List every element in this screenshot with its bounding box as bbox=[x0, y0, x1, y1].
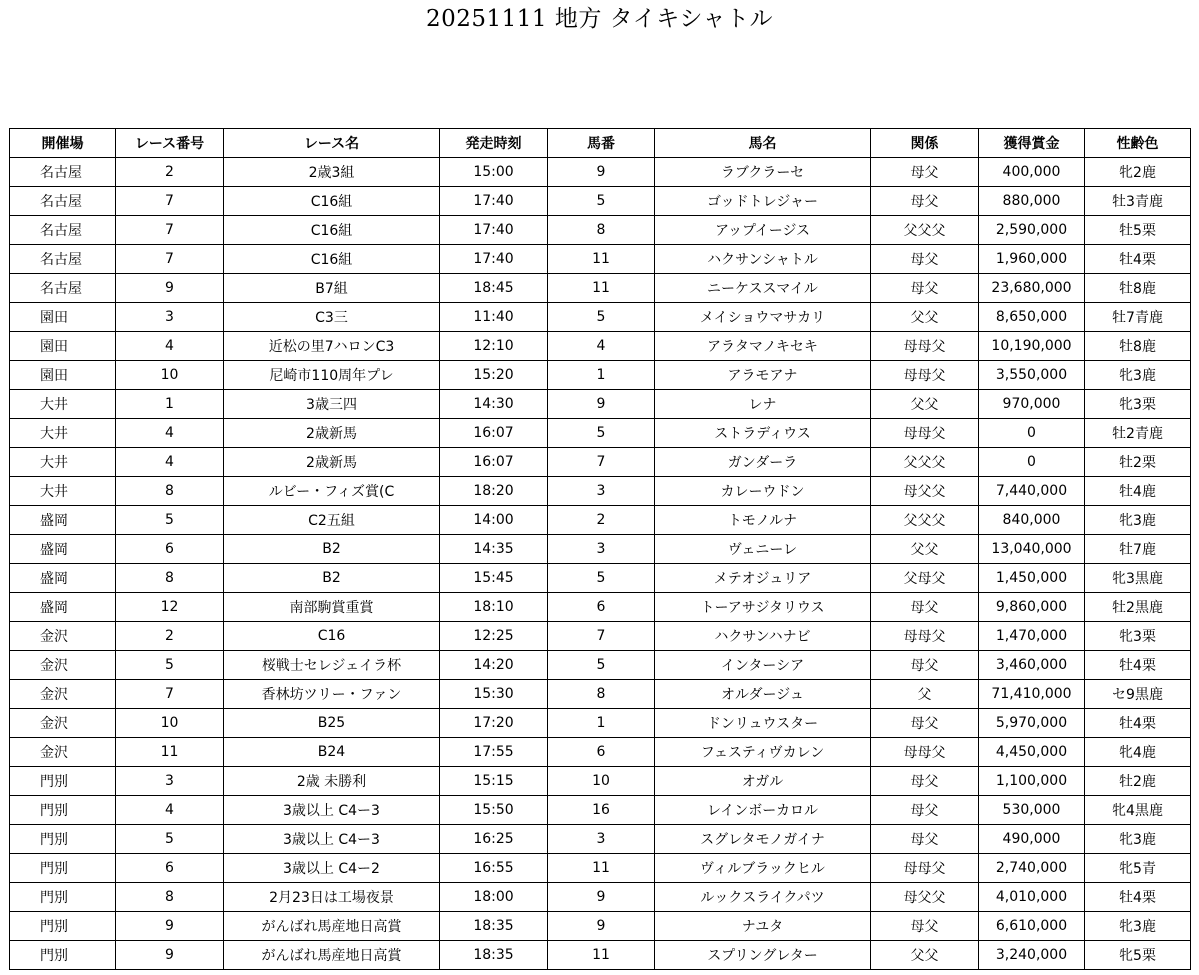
cell-race-number: 5 bbox=[116, 506, 224, 535]
cell-horse-number: 4 bbox=[548, 332, 655, 361]
cell-race-name: 近松の里7ハロンC3 bbox=[224, 332, 440, 361]
cell-horse-number: 6 bbox=[548, 593, 655, 622]
cell-horse-name: トーアサジタリウス bbox=[655, 593, 871, 622]
table-row bbox=[10, 477, 1191, 506]
cell-venue: 門別 bbox=[10, 912, 116, 941]
cell-start-time: 18:10 bbox=[440, 593, 548, 622]
cell-sex-age-color: 牡3青鹿 bbox=[1085, 187, 1191, 216]
cell-start-time: 14:30 bbox=[440, 390, 548, 419]
cell-start-time: 14:20 bbox=[440, 651, 548, 680]
cell-relation: 母母父 bbox=[871, 738, 979, 767]
cell-venue: 名古屋 bbox=[10, 274, 116, 303]
cell-venue: 門別 bbox=[10, 854, 116, 883]
cell-venue: 門別 bbox=[10, 883, 116, 912]
cell-start-time: 17:40 bbox=[440, 245, 548, 274]
cell-relation: 父母父 bbox=[871, 564, 979, 593]
table-row bbox=[10, 448, 1191, 477]
page-title: 20251111 地方 タイキシャトル bbox=[425, 6, 774, 32]
cell-race-number: 12 bbox=[116, 593, 224, 622]
cell-relation: 父父父 bbox=[871, 506, 979, 535]
cell-relation: 母父 bbox=[871, 593, 979, 622]
cell-race-name: C3三 bbox=[224, 303, 440, 332]
cell-relation: 母父 bbox=[871, 187, 979, 216]
cell-horse-number: 5 bbox=[548, 419, 655, 448]
cell-sex-age-color: 牝4黒鹿 bbox=[1085, 796, 1191, 825]
table-row bbox=[10, 245, 1191, 274]
cell-horse-number: 5 bbox=[548, 564, 655, 593]
cell-venue: 門別 bbox=[10, 825, 116, 854]
table-row bbox=[10, 332, 1191, 361]
cell-relation: 母母父 bbox=[871, 419, 979, 448]
cell-prize-money: 10,190,000 bbox=[979, 332, 1085, 361]
cell-start-time: 18:45 bbox=[440, 274, 548, 303]
header-race-number: レース番号 bbox=[116, 129, 224, 158]
cell-relation: 母母父 bbox=[871, 854, 979, 883]
cell-prize-money: 880,000 bbox=[979, 187, 1085, 216]
cell-horse-number: 8 bbox=[548, 216, 655, 245]
cell-sex-age-color: 牡8鹿 bbox=[1085, 274, 1191, 303]
cell-sex-age-color: 牡8鹿 bbox=[1085, 332, 1191, 361]
cell-relation: 母父 bbox=[871, 158, 979, 187]
cell-sex-age-color: 牡7鹿 bbox=[1085, 535, 1191, 564]
cell-horse-name: フェスティヴカレン bbox=[655, 738, 871, 767]
cell-sex-age-color: セ9黒鹿 bbox=[1085, 680, 1191, 709]
table-row bbox=[10, 854, 1191, 883]
table-row bbox=[10, 158, 1191, 187]
table-row bbox=[10, 419, 1191, 448]
cell-sex-age-color: 牝4鹿 bbox=[1085, 738, 1191, 767]
header-horse-name: 馬名 bbox=[655, 129, 871, 158]
cell-prize-money: 13,040,000 bbox=[979, 535, 1085, 564]
cell-horse-number: 11 bbox=[548, 245, 655, 274]
cell-race-name: ルビー・フィズ賞(C bbox=[224, 477, 440, 506]
cell-horse-name: ラブクラーセ bbox=[655, 158, 871, 187]
cell-sex-age-color: 牝3鹿 bbox=[1085, 506, 1191, 535]
cell-sex-age-color: 牝3鹿 bbox=[1085, 912, 1191, 941]
cell-race-number: 9 bbox=[116, 274, 224, 303]
cell-prize-money: 2,740,000 bbox=[979, 854, 1085, 883]
cell-relation: 母父 bbox=[871, 651, 979, 680]
cell-relation: 父父 bbox=[871, 941, 979, 970]
cell-race-number: 11 bbox=[116, 738, 224, 767]
cell-horse-name: ハクサンシャトル bbox=[655, 245, 871, 274]
cell-horse-name: オガル bbox=[655, 767, 871, 796]
cell-horse-name: ガンダーラ bbox=[655, 448, 871, 477]
table-row bbox=[10, 767, 1191, 796]
table-header-row bbox=[10, 129, 1191, 158]
cell-sex-age-color: 牝3鹿 bbox=[1085, 361, 1191, 390]
table-row bbox=[10, 216, 1191, 245]
cell-horse-name: ドンリュウスター bbox=[655, 709, 871, 738]
cell-relation: 父父 bbox=[871, 390, 979, 419]
cell-horse-name: インターシア bbox=[655, 651, 871, 680]
cell-race-name: B2 bbox=[224, 535, 440, 564]
cell-race-number: 7 bbox=[116, 216, 224, 245]
cell-horse-name: ゴッドトレジャー bbox=[655, 187, 871, 216]
header-sex-age-color: 性齢色 bbox=[1085, 129, 1191, 158]
cell-relation: 母母父 bbox=[871, 332, 979, 361]
cell-prize-money: 400,000 bbox=[979, 158, 1085, 187]
cell-horse-name: アラモアナ bbox=[655, 361, 871, 390]
cell-race-number: 4 bbox=[116, 448, 224, 477]
cell-venue: 盛岡 bbox=[10, 593, 116, 622]
cell-horse-number: 5 bbox=[548, 187, 655, 216]
cell-start-time: 15:45 bbox=[440, 564, 548, 593]
table-row bbox=[10, 187, 1191, 216]
cell-horse-name: カレーウドン bbox=[655, 477, 871, 506]
cell-race-name: C16組 bbox=[224, 187, 440, 216]
cell-race-number: 3 bbox=[116, 767, 224, 796]
cell-horse-number: 6 bbox=[548, 738, 655, 767]
cell-relation: 母父 bbox=[871, 912, 979, 941]
cell-prize-money: 840,000 bbox=[979, 506, 1085, 535]
cell-race-number: 2 bbox=[116, 622, 224, 651]
cell-race-number: 6 bbox=[116, 535, 224, 564]
cell-race-name: B25 bbox=[224, 709, 440, 738]
cell-race-number: 7 bbox=[116, 245, 224, 274]
cell-start-time: 16:07 bbox=[440, 419, 548, 448]
cell-race-name: 桜戦士セレジェイラ杯 bbox=[224, 651, 440, 680]
cell-prize-money: 71,410,000 bbox=[979, 680, 1085, 709]
cell-prize-money: 0 bbox=[979, 419, 1085, 448]
cell-race-name: がんばれ馬産地日高賞 bbox=[224, 941, 440, 970]
cell-start-time: 16:55 bbox=[440, 854, 548, 883]
cell-horse-number: 3 bbox=[548, 477, 655, 506]
cell-sex-age-color: 牡4栗 bbox=[1085, 651, 1191, 680]
cell-start-time: 16:07 bbox=[440, 448, 548, 477]
table-row bbox=[10, 535, 1191, 564]
cell-race-name: 2歳新馬 bbox=[224, 448, 440, 477]
cell-horse-number: 11 bbox=[548, 274, 655, 303]
cell-start-time: 17:40 bbox=[440, 187, 548, 216]
cell-race-number: 8 bbox=[116, 564, 224, 593]
cell-venue: 園田 bbox=[10, 303, 116, 332]
cell-horse-number: 5 bbox=[548, 651, 655, 680]
entries-table bbox=[9, 128, 1191, 970]
cell-race-name: 香林坊ツリー・ファン bbox=[224, 680, 440, 709]
table-row bbox=[10, 651, 1191, 680]
cell-prize-money: 3,550,000 bbox=[979, 361, 1085, 390]
cell-sex-age-color: 牝3鹿 bbox=[1085, 825, 1191, 854]
table-row bbox=[10, 738, 1191, 767]
cell-sex-age-color: 牝3黒鹿 bbox=[1085, 564, 1191, 593]
table-row bbox=[10, 883, 1191, 912]
cell-horse-number: 9 bbox=[548, 883, 655, 912]
cell-race-number: 4 bbox=[116, 796, 224, 825]
cell-race-number: 7 bbox=[116, 187, 224, 216]
cell-race-name: 2歳 未勝利 bbox=[224, 767, 440, 796]
cell-horse-name: ヴィルブラックヒル bbox=[655, 854, 871, 883]
cell-horse-name: ニーケススマイル bbox=[655, 274, 871, 303]
cell-prize-money: 2,590,000 bbox=[979, 216, 1085, 245]
cell-relation: 父父 bbox=[871, 535, 979, 564]
cell-horse-number: 1 bbox=[548, 709, 655, 738]
cell-start-time: 16:25 bbox=[440, 825, 548, 854]
cell-start-time: 18:00 bbox=[440, 883, 548, 912]
cell-relation: 母母父 bbox=[871, 361, 979, 390]
cell-start-time: 12:10 bbox=[440, 332, 548, 361]
cell-venue: 金沢 bbox=[10, 738, 116, 767]
cell-start-time: 15:30 bbox=[440, 680, 548, 709]
cell-horse-name: アップイージス bbox=[655, 216, 871, 245]
cell-horse-number: 9 bbox=[548, 390, 655, 419]
cell-prize-money: 1,450,000 bbox=[979, 564, 1085, 593]
cell-horse-name: スグレタモノガイナ bbox=[655, 825, 871, 854]
table-row bbox=[10, 593, 1191, 622]
cell-sex-age-color: 牡2青鹿 bbox=[1085, 419, 1191, 448]
table-row bbox=[10, 680, 1191, 709]
cell-relation: 母父父 bbox=[871, 883, 979, 912]
table-row bbox=[10, 274, 1191, 303]
cell-race-name: B2 bbox=[224, 564, 440, 593]
cell-venue: 大井 bbox=[10, 390, 116, 419]
header-start-time: 発走時刻 bbox=[440, 129, 548, 158]
cell-venue: 盛岡 bbox=[10, 564, 116, 593]
cell-prize-money: 8,650,000 bbox=[979, 303, 1085, 332]
cell-venue: 盛岡 bbox=[10, 506, 116, 535]
cell-horse-number: 16 bbox=[548, 796, 655, 825]
cell-race-number: 8 bbox=[116, 477, 224, 506]
header-prize-money: 獲得賞金 bbox=[979, 129, 1085, 158]
cell-start-time: 15:50 bbox=[440, 796, 548, 825]
table-row bbox=[10, 303, 1191, 332]
cell-horse-number: 3 bbox=[548, 535, 655, 564]
cell-sex-age-color: 牡4鹿 bbox=[1085, 477, 1191, 506]
cell-sex-age-color: 牝5青 bbox=[1085, 854, 1191, 883]
cell-prize-money: 970,000 bbox=[979, 390, 1085, 419]
cell-sex-age-color: 牡4栗 bbox=[1085, 883, 1191, 912]
cell-race-number: 9 bbox=[116, 912, 224, 941]
cell-race-number: 2 bbox=[116, 158, 224, 187]
cell-venue: 園田 bbox=[10, 361, 116, 390]
table-body bbox=[10, 158, 1191, 970]
cell-horse-number: 9 bbox=[548, 158, 655, 187]
table-row bbox=[10, 912, 1191, 941]
cell-relation: 母父 bbox=[871, 796, 979, 825]
cell-prize-money: 5,970,000 bbox=[979, 709, 1085, 738]
cell-prize-money: 1,470,000 bbox=[979, 622, 1085, 651]
cell-race-number: 5 bbox=[116, 825, 224, 854]
cell-horse-name: オルダージュ bbox=[655, 680, 871, 709]
cell-venue: 大井 bbox=[10, 477, 116, 506]
cell-sex-age-color: 牝5栗 bbox=[1085, 941, 1191, 970]
cell-venue: 名古屋 bbox=[10, 216, 116, 245]
table-row bbox=[10, 709, 1191, 738]
cell-horse-number: 5 bbox=[548, 303, 655, 332]
cell-relation: 父父父 bbox=[871, 448, 979, 477]
cell-prize-money: 1,960,000 bbox=[979, 245, 1085, 274]
cell-sex-age-color: 牝2鹿 bbox=[1085, 158, 1191, 187]
cell-race-number: 10 bbox=[116, 361, 224, 390]
table-row bbox=[10, 361, 1191, 390]
cell-horse-number: 1 bbox=[548, 361, 655, 390]
cell-start-time: 14:00 bbox=[440, 506, 548, 535]
cell-prize-money: 4,010,000 bbox=[979, 883, 1085, 912]
header-horse-number: 馬番 bbox=[548, 129, 655, 158]
cell-horse-number: 10 bbox=[548, 767, 655, 796]
cell-prize-money: 3,240,000 bbox=[979, 941, 1085, 970]
cell-start-time: 11:40 bbox=[440, 303, 548, 332]
cell-start-time: 15:00 bbox=[440, 158, 548, 187]
cell-relation: 母父父 bbox=[871, 477, 979, 506]
cell-start-time: 17:40 bbox=[440, 216, 548, 245]
table-row bbox=[10, 390, 1191, 419]
cell-prize-money: 530,000 bbox=[979, 796, 1085, 825]
cell-sex-age-color: 牡7青鹿 bbox=[1085, 303, 1191, 332]
cell-prize-money: 3,460,000 bbox=[979, 651, 1085, 680]
cell-relation: 父父 bbox=[871, 303, 979, 332]
cell-start-time: 18:35 bbox=[440, 912, 548, 941]
cell-race-name: C2五組 bbox=[224, 506, 440, 535]
cell-sex-age-color: 牡5栗 bbox=[1085, 216, 1191, 245]
cell-prize-money: 9,860,000 bbox=[979, 593, 1085, 622]
cell-sex-age-color: 牝3栗 bbox=[1085, 622, 1191, 651]
cell-race-number: 10 bbox=[116, 709, 224, 738]
cell-race-name: 南部駒賞重賞 bbox=[224, 593, 440, 622]
cell-start-time: 15:20 bbox=[440, 361, 548, 390]
cell-horse-name: ストラディウス bbox=[655, 419, 871, 448]
cell-horse-name: メイショウマサカリ bbox=[655, 303, 871, 332]
cell-prize-money: 7,440,000 bbox=[979, 477, 1085, 506]
cell-race-number: 1 bbox=[116, 390, 224, 419]
cell-race-name: 2月23日は工場夜景 bbox=[224, 883, 440, 912]
table-row bbox=[10, 825, 1191, 854]
cell-relation: 母父 bbox=[871, 245, 979, 274]
cell-horse-name: アラタマノキセキ bbox=[655, 332, 871, 361]
cell-prize-money: 6,610,000 bbox=[979, 912, 1085, 941]
cell-start-time: 17:55 bbox=[440, 738, 548, 767]
cell-start-time: 15:15 bbox=[440, 767, 548, 796]
cell-venue: 門別 bbox=[10, 941, 116, 970]
cell-race-name: 3歳三四 bbox=[224, 390, 440, 419]
cell-prize-money: 1,100,000 bbox=[979, 767, 1085, 796]
cell-venue: 金沢 bbox=[10, 622, 116, 651]
cell-sex-age-color: 牡2黒鹿 bbox=[1085, 593, 1191, 622]
cell-venue: 金沢 bbox=[10, 709, 116, 738]
cell-race-name: C16組 bbox=[224, 245, 440, 274]
cell-relation: 母父 bbox=[871, 274, 979, 303]
cell-race-number: 9 bbox=[116, 941, 224, 970]
cell-horse-number: 3 bbox=[548, 825, 655, 854]
cell-horse-name: メテオジュリア bbox=[655, 564, 871, 593]
cell-sex-age-color: 牝3栗 bbox=[1085, 390, 1191, 419]
cell-sex-age-color: 牡4栗 bbox=[1085, 245, 1191, 274]
cell-sex-age-color: 牡2栗 bbox=[1085, 448, 1191, 477]
cell-relation: 父 bbox=[871, 680, 979, 709]
cell-venue: 名古屋 bbox=[10, 158, 116, 187]
cell-race-name: C16 bbox=[224, 622, 440, 651]
cell-relation: 母母父 bbox=[871, 622, 979, 651]
cell-race-name: がんばれ馬産地日高賞 bbox=[224, 912, 440, 941]
cell-sex-age-color: 牡4栗 bbox=[1085, 709, 1191, 738]
cell-horse-number: 11 bbox=[548, 854, 655, 883]
header-relation: 関係 bbox=[871, 129, 979, 158]
cell-start-time: 17:20 bbox=[440, 709, 548, 738]
cell-start-time: 12:25 bbox=[440, 622, 548, 651]
cell-race-name: 2歳新馬 bbox=[224, 419, 440, 448]
cell-horse-number: 9 bbox=[548, 912, 655, 941]
cell-race-number: 3 bbox=[116, 303, 224, 332]
cell-relation: 母父 bbox=[871, 709, 979, 738]
cell-start-time: 18:20 bbox=[440, 477, 548, 506]
cell-race-number: 4 bbox=[116, 419, 224, 448]
cell-race-number: 5 bbox=[116, 651, 224, 680]
cell-horse-name: レインボーカロル bbox=[655, 796, 871, 825]
cell-race-number: 8 bbox=[116, 883, 224, 912]
header-venue: 開催場 bbox=[10, 129, 116, 158]
cell-start-time: 18:35 bbox=[440, 941, 548, 970]
cell-horse-number: 8 bbox=[548, 680, 655, 709]
cell-race-name: 尼崎市110周年プレ bbox=[224, 361, 440, 390]
cell-horse-number: 11 bbox=[548, 941, 655, 970]
cell-venue: 金沢 bbox=[10, 651, 116, 680]
cell-prize-money: 0 bbox=[979, 448, 1085, 477]
cell-race-name: B24 bbox=[224, 738, 440, 767]
cell-venue: 大井 bbox=[10, 448, 116, 477]
table-row bbox=[10, 941, 1191, 970]
cell-venue: 門別 bbox=[10, 767, 116, 796]
cell-race-name: 3歳以上 C4ー2 bbox=[224, 854, 440, 883]
cell-relation: 母父 bbox=[871, 825, 979, 854]
cell-race-number: 7 bbox=[116, 680, 224, 709]
cell-prize-money: 4,450,000 bbox=[979, 738, 1085, 767]
cell-start-time: 14:35 bbox=[440, 535, 548, 564]
cell-venue: 盛岡 bbox=[10, 535, 116, 564]
table-row bbox=[10, 564, 1191, 593]
table-row bbox=[10, 506, 1191, 535]
cell-venue: 金沢 bbox=[10, 680, 116, 709]
cell-prize-money: 490,000 bbox=[979, 825, 1085, 854]
cell-race-name: 3歳以上 C4ー3 bbox=[224, 825, 440, 854]
table-row bbox=[10, 796, 1191, 825]
table-row bbox=[10, 622, 1191, 651]
cell-horse-name: ハクサンハナビ bbox=[655, 622, 871, 651]
cell-prize-money: 23,680,000 bbox=[979, 274, 1085, 303]
cell-horse-name: トモノルナ bbox=[655, 506, 871, 535]
cell-horse-name: レナ bbox=[655, 390, 871, 419]
cell-horse-name: ナユタ bbox=[655, 912, 871, 941]
cell-horse-number: 2 bbox=[548, 506, 655, 535]
cell-race-number: 6 bbox=[116, 854, 224, 883]
cell-race-name: 2歳3組 bbox=[224, 158, 440, 187]
cell-venue: 名古屋 bbox=[10, 187, 116, 216]
cell-venue: 大井 bbox=[10, 419, 116, 448]
cell-horse-name: ヴェニーレ bbox=[655, 535, 871, 564]
cell-race-name: C16組 bbox=[224, 216, 440, 245]
cell-horse-name: ルックスライクパツ bbox=[655, 883, 871, 912]
cell-horse-number: 7 bbox=[548, 622, 655, 651]
cell-relation: 父父父 bbox=[871, 216, 979, 245]
cell-venue: 園田 bbox=[10, 332, 116, 361]
cell-race-number: 4 bbox=[116, 332, 224, 361]
cell-relation: 母父 bbox=[871, 767, 979, 796]
header-race-name: レース名 bbox=[224, 129, 440, 158]
cell-horse-number: 7 bbox=[548, 448, 655, 477]
cell-horse-name: スプリングレター bbox=[655, 941, 871, 970]
cell-sex-age-color: 牡2鹿 bbox=[1085, 767, 1191, 796]
cell-venue: 名古屋 bbox=[10, 245, 116, 274]
cell-venue: 門別 bbox=[10, 796, 116, 825]
cell-race-name: 3歳以上 C4ー3 bbox=[224, 796, 440, 825]
cell-race-name: B7組 bbox=[224, 274, 440, 303]
